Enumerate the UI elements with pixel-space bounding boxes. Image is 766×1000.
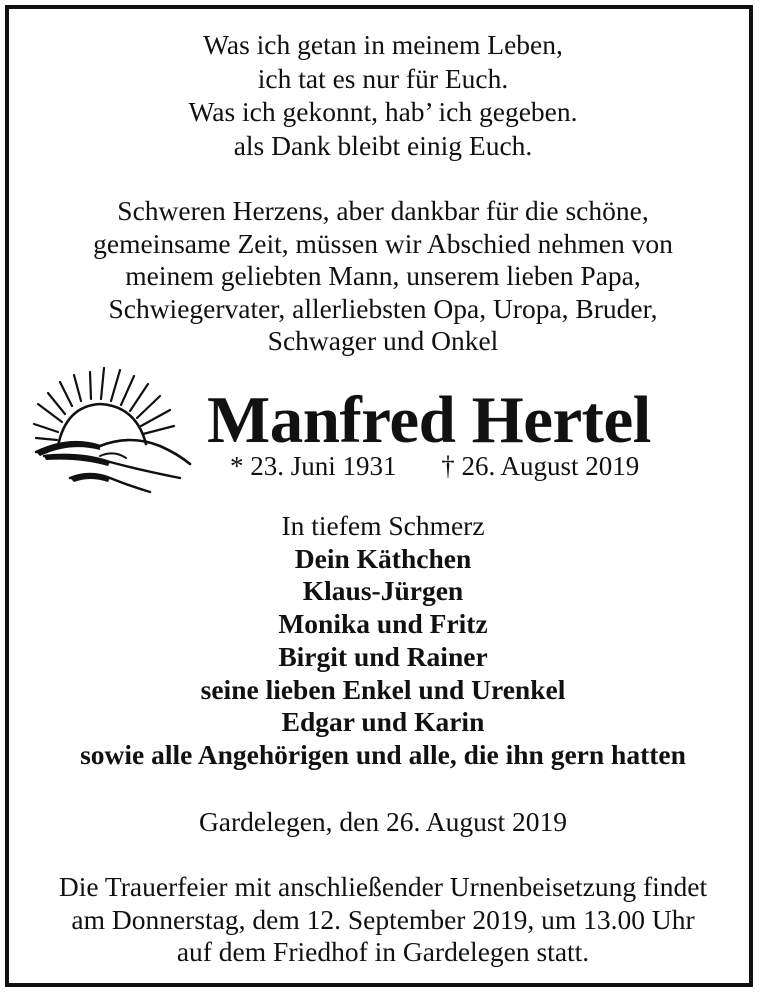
intro-text xyxy=(0,195,766,358)
ceremony-line: Die Trauerfeier mit anschließender Urnenbeisetzung findet xyxy=(58,871,708,902)
intro-line: Schwager und Onkel xyxy=(267,325,499,356)
ceremony-line: auf dem Friedhof in Gardelegen statt. xyxy=(176,936,590,967)
poem xyxy=(0,28,766,163)
intro-line: gemeinsame Zeit, müssen wir Abschied nehmen von xyxy=(93,227,673,259)
mourner-name: Edgar und Karin xyxy=(281,706,485,738)
poem-line: ich tat es nur für Euch. xyxy=(257,62,509,94)
mourner-name: Birgit und Rainer xyxy=(278,640,488,672)
sun-over-hills-icon xyxy=(30,360,192,500)
poem-line: Was ich gekonnt, hab’ ich gegeben. xyxy=(188,96,578,128)
mourner-name: Klaus-Jürgen xyxy=(302,575,464,607)
death-date: † 26. August 2019 xyxy=(441,451,640,481)
life-dates xyxy=(230,450,639,482)
ceremony-info xyxy=(0,871,766,969)
place-and-date: Gardelegen, den 26. August 2019 xyxy=(198,806,568,837)
birth-date: * 23. Juni 1931 xyxy=(230,451,397,481)
mourner-name: seine lieben Enkel und Urenkel xyxy=(200,673,566,705)
mourners-list xyxy=(0,510,766,772)
intro-line: Schweren Herzens, aber dankbar für die schöne, xyxy=(117,195,649,226)
poem-line: Was ich getan in meinem Leben, xyxy=(203,29,563,60)
mourner-name: sowie alle Angehörigen und alle, die ihn gern hatten xyxy=(80,738,686,770)
intro-line: Schwiegervater, allerliebsten Opa, Uropa, Bruder, xyxy=(108,292,658,324)
ceremony-line: am Donnerstag, dem 12. September 2019, um 13.00 Uhr xyxy=(71,903,695,935)
mourner-name: Dein Käthchen xyxy=(294,542,472,574)
deceased-name: Manfred Hertel xyxy=(207,383,651,457)
mourner-name: Monika und Fritz xyxy=(278,608,488,640)
intro-line: meinem geliebten Mann, unserem lieben Papa, xyxy=(125,260,641,291)
poem-line: als Dank bleibt einig Euch. xyxy=(233,130,533,162)
mourners-intro: In tiefem Schmerz xyxy=(281,510,485,541)
